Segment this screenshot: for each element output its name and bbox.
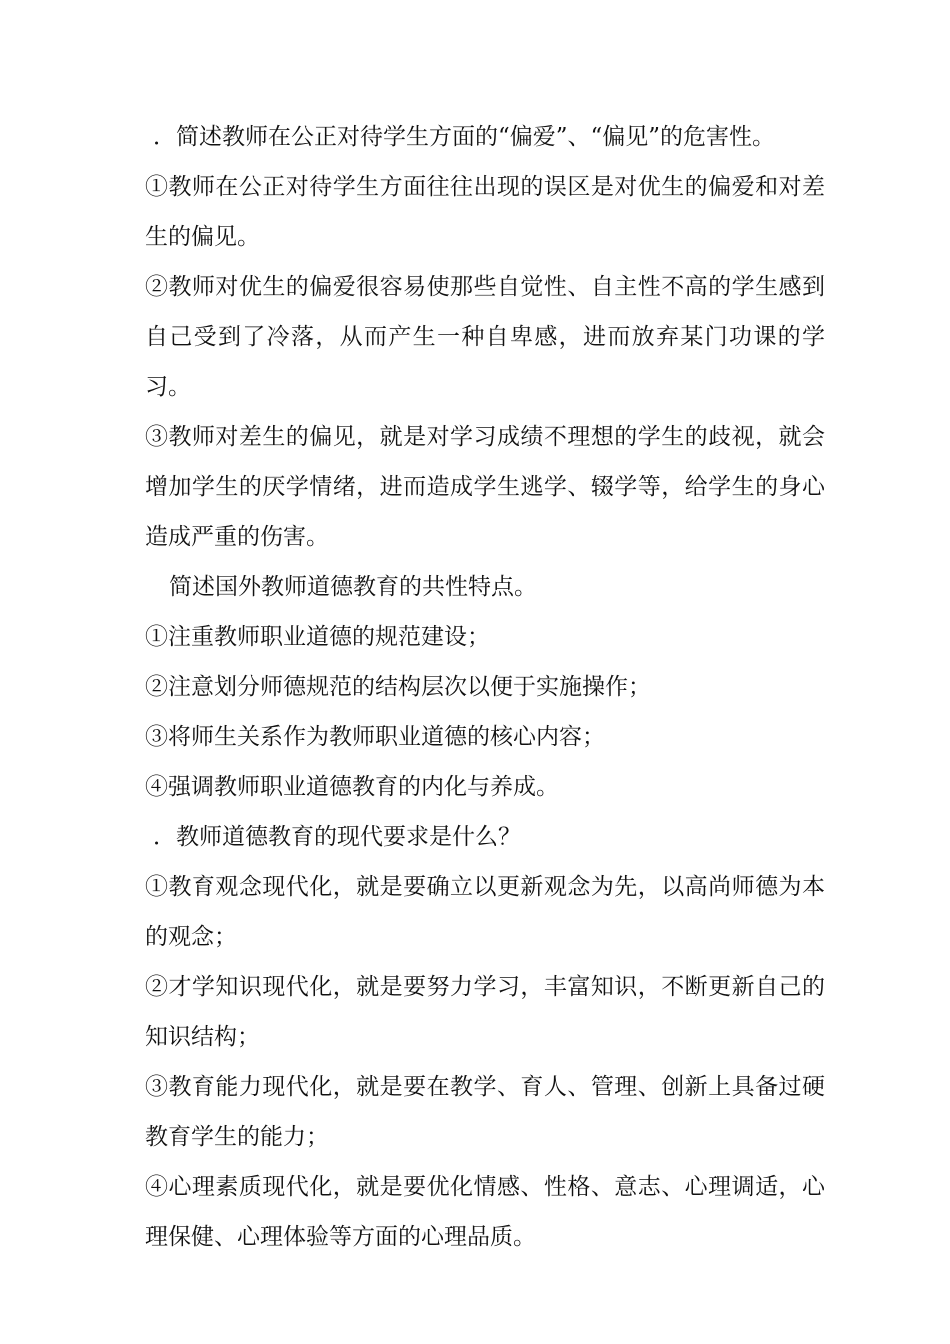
answer-item: ①教育观念现代化，就是要确立以更新观念为先，以高尚师德为本的观念； <box>145 874 825 950</box>
answer-item: ②教师对优生的偏爱很容易使那些自觉性、自主性不高的学生感到自己受到了冷落，从而产生一种自卑感，进而放弃某门功课的学习。 <box>145 274 825 400</box>
answer-item: ②注意划分师德规范的结构层次以便于实施操作； <box>145 674 651 700</box>
question-heading-bias-harm: ．简述教师在公正对待学生方面的“偏爱”、“偏见”的危害性。 <box>153 124 776 150</box>
document-body <box>145 112 825 1262</box>
answer-item: ④强调教师职业道德教育的内化与养成。 <box>145 774 559 800</box>
answer-item: ③教育能力现代化，就是要在教学、育人、管理、创新上具备过硬教育学生的能力； <box>145 1074 825 1150</box>
answer-item: ④心理素质现代化，就是要优化情感、性格、意志、心理调适，心理保健、心理体验等方面的心理品质。 <box>145 1174 825 1250</box>
answer-item: ①注重教师职业道德的规范建设； <box>145 624 490 650</box>
question-heading-modern-requirements: ．教师道德教育的现代要求是什么？ <box>153 824 521 850</box>
question-heading-foreign-ethics: 简述国外教师道德教育的共性特点。 <box>169 574 537 600</box>
answer-item: ③将师生关系作为教师职业道德的核心内容； <box>145 724 605 750</box>
answer-item: ①教师在公正对待学生方面往往出现的误区是对优生的偏爱和对差生的偏见。 <box>145 174 825 250</box>
answer-item: ②才学知识现代化，就是要努力学习，丰富知识，不断更新自己的知识结构； <box>145 974 825 1050</box>
answer-item: ③教师对差生的偏见，就是对学习成绩不理想的学生的歧视，就会增加学生的厌学情绪，进而造成学生逃学、辍学等，给学生的身心造成严重的伤害。 <box>145 424 825 550</box>
